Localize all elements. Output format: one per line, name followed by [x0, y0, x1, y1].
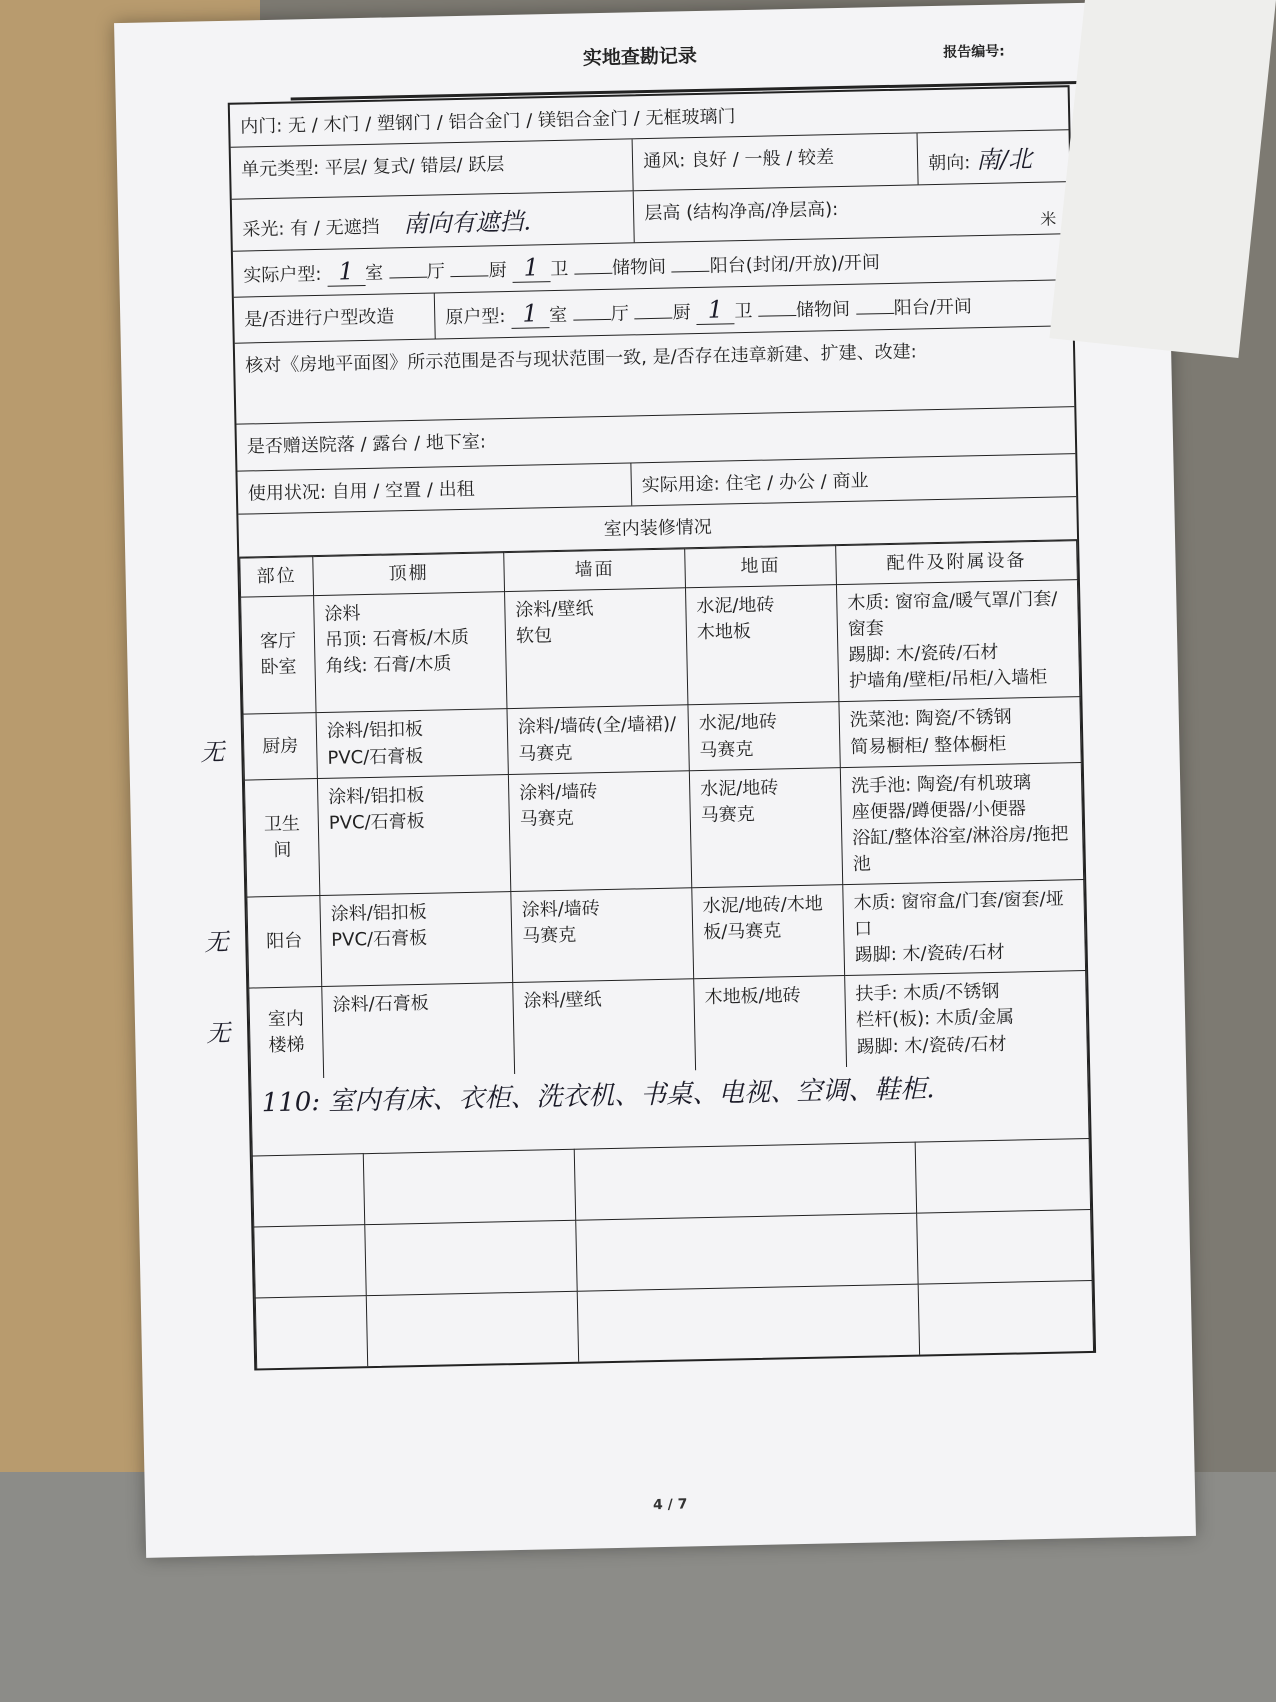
room-label: 室 [364, 262, 384, 284]
blank-cell [577, 1284, 919, 1362]
orientation-label: 朝向: [928, 152, 971, 175]
ceiling-cell: 涂料/铝扣板 PVC/石膏板 [320, 892, 513, 987]
orig-bath-label: 卫 [734, 300, 753, 323]
blank-cell [365, 1220, 577, 1295]
actual-rooms-value: 1 [327, 257, 366, 287]
ceiling-cell: 涂料/铝扣板 PVC/石膏板 [317, 774, 510, 895]
blank-cell [574, 1142, 916, 1220]
handwritten-mark: 无 [205, 1019, 231, 1048]
floor-height-field [634, 182, 1071, 242]
wall-cell: 涂料/墙砖(全/墙裙)/马赛克 [507, 705, 689, 774]
ceiling-cell: 涂料/铝扣板 PVC/石膏板 [316, 709, 508, 778]
fittings-cell: 洗手池: 陶瓷/有机玻璃 座便器/蹲便器/小便器 浴缸/整体浴室/淋浴房/拖把池 [840, 762, 1083, 884]
orig-hall-blank [573, 319, 611, 321]
blank-cell [366, 1291, 578, 1366]
fittings-cell: 扶手: 木质/不锈钢 栏杆(板): 木质/金属 踢脚: 木/瓷砖/石材 [845, 971, 1088, 1067]
blank-cell [915, 1138, 1090, 1213]
wall-cell: 涂料/壁纸 [513, 979, 696, 1074]
part-cell: 阳台 无 [247, 896, 322, 989]
actual-bath-value: 1 [512, 253, 551, 283]
orig-balcony-blank [856, 313, 894, 315]
adjacent-document-text [1193, 3, 1261, 128]
decoration-table [200, 540, 1088, 1079]
page-title: 实地查勘记录 [582, 44, 698, 70]
storage-blank [574, 273, 612, 275]
decoration-body [200, 580, 1088, 1079]
usage-status: 使用状况: 自用 / 空置 / 出租 [237, 463, 632, 513]
orig-bath-value: 1 [696, 295, 735, 325]
wall-cell: 涂料/壁纸 软包 [505, 588, 688, 709]
part-cell: 客厅卧室 [241, 596, 316, 715]
hall-blank [389, 277, 427, 279]
floor-cell: 木地板/地砖 [694, 976, 847, 1070]
decoration-row [241, 580, 1080, 715]
ventilation-options: 通风: 良好 / 一般 / 较差 [633, 133, 919, 190]
storage-label: 储物间 [611, 256, 667, 279]
kitchen-blank [451, 275, 489, 277]
hall-label: 厅 [426, 261, 446, 283]
decoration-title: 室内装修情况 [603, 516, 712, 541]
column-header: 配件及附属设备 [836, 541, 1078, 585]
fittings-cell: 木质: 窗帘盒/暖气罩/门套/窗套 踢脚: 木/瓷砖/石材 护墙角/壁柜/吊柜/入墙柜 [836, 580, 1079, 702]
orientation-field [918, 130, 1070, 184]
balcony-blank [672, 271, 710, 273]
part-cell: 室内楼梯 无 [249, 987, 324, 1079]
floor-cell: 水泥/地砖 马赛克 [689, 767, 842, 888]
adjacent-document [1049, 0, 1276, 358]
blank-cell [918, 1280, 1093, 1354]
orig-kitchen-label: 厨 [672, 302, 691, 324]
orig-rooms-value: 1 [511, 299, 550, 329]
survey-form [200, 85, 1096, 1370]
actual-use: 实际用途: 住宅 / 办公 / 商业 [641, 470, 869, 497]
decoration-row [247, 880, 1086, 989]
ceiling-cell: 涂料/石膏板 [322, 983, 515, 1078]
floor-cell: 水泥/地砖 马赛克 [688, 702, 840, 770]
balcony-label: 阳台(封闭/开放)/开间 [709, 252, 881, 277]
handwritten-mark: 无 [200, 737, 225, 767]
ceiling-cell: 涂料 吊顶: 石膏板/木质 角线: 石膏/木质 [314, 592, 507, 713]
notes-table [250, 1062, 1094, 1368]
lighting-field [232, 191, 635, 250]
orig-storage-label: 储物间 [795, 298, 851, 321]
handwritten-mark: 无 [204, 928, 229, 957]
lighting-label: 采光: 有 / 无遮挡 [242, 216, 380, 241]
floor-cell: 水泥/地砖/木地板/马赛克 [692, 885, 845, 979]
wall-cell: 涂料/墙砖 马赛克 [511, 888, 694, 983]
decoration-row [244, 762, 1083, 897]
orig-storage-blank [758, 315, 796, 317]
unit-type-options: 单元类型: 平层/ 复式/ 错层/ 跃层 [231, 139, 634, 198]
orientation-value: 南/北 [975, 144, 1033, 175]
blank-cell [252, 1153, 364, 1226]
column-header: 地面 [685, 546, 837, 588]
verify-text: 核对《房地平面图》所示范围是否与现状范围一致, 是/否存在违章新建、扩建、改建: [245, 341, 917, 377]
inner-door-options: 内门: 无 / 木门 / 塑钢门 / 铝合金门 / 镁铝合金门 / 无框玻璃门 [240, 106, 736, 138]
column-header: 顶棚 [313, 553, 505, 596]
lighting-note: 南向有遮挡. [403, 207, 532, 239]
floor-height-unit: 米 [1040, 209, 1057, 229]
gift-text: 是否赠送院落 / 露台 / 地下室: [246, 431, 487, 458]
column-header: 墙面 [504, 549, 686, 592]
survey-form-sheet [114, 1, 1196, 1558]
column-header: 部位 [240, 557, 314, 598]
page-number: 4 / 7 [652, 1496, 688, 1514]
part-cell: 卫生间 [244, 778, 319, 897]
blank-cell [255, 1295, 367, 1368]
wall-cell: 涂料/墙砖 马赛克 [508, 770, 691, 891]
original-layout-label: 原户型: [445, 306, 506, 329]
decoration-row [249, 971, 1088, 1079]
actual-layout-label: 实际户型: [243, 263, 322, 287]
blank-cell [363, 1149, 575, 1224]
blank-cell [917, 1209, 1092, 1284]
blank-cell [576, 1213, 918, 1291]
kitchen-label: 厨 [488, 259, 507, 282]
bath-label: 卫 [550, 258, 569, 281]
report-number-label: 报告编号: [943, 43, 1005, 61]
orig-balcony-label: 阳台/开间 [893, 296, 973, 319]
fittings-cell: 洗菜池: 陶瓷/不锈钢 简易橱柜/ 整体橱柜 [839, 697, 1081, 767]
floor-height-label: 层高 (结构净高/净层高): [644, 199, 839, 225]
orig-hall-label: 厅 [610, 303, 630, 325]
handwritten-note: 110: 室内有床、衣柜、洗衣机、书桌、电视、空调、鞋柜. [251, 1062, 1089, 1156]
orig-kitchen-blank [635, 318, 673, 320]
blank-cell [254, 1224, 366, 1297]
part-cell: 厨房 无 [243, 713, 317, 780]
orig-room-label: 室 [548, 304, 568, 327]
remodel-label: 是/否进行户型改造 [234, 294, 436, 343]
fittings-cell: 木质: 窗帘盒/门套/窗套/垭口 踢脚: 木/瓷砖/石材 [843, 880, 1086, 976]
floor-cell: 水泥/地砖 木地板 [685, 585, 838, 706]
